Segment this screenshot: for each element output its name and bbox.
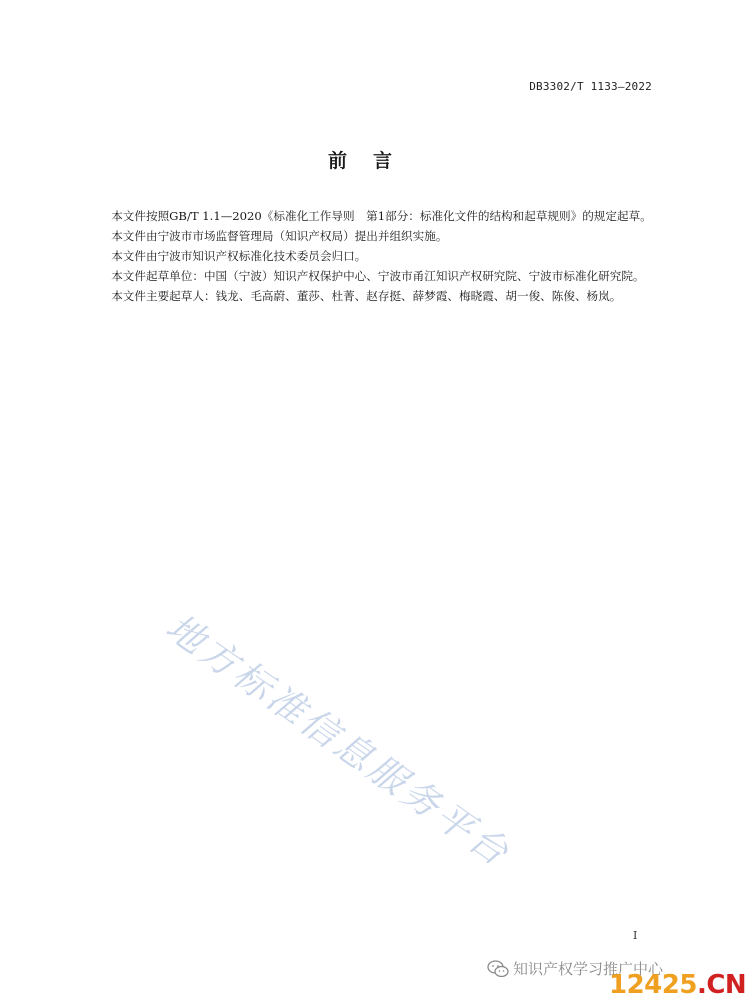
footer-brand-text: 知识产权学习推广中心 bbox=[513, 960, 664, 978]
paragraph-drafters: 本文件主要起草人：钱龙、毛高蔚、董莎、杜菁、赵存挺、薛梦霞、梅晓霞、胡一俊、陈俊、杨岚。 bbox=[111, 289, 622, 303]
paragraph-drafting-rules: 本文件按照GB/T 1.1—2020《标准化工作导则 第1部分：标准化文件的结构和起草规则》的规定起草。 bbox=[111, 209, 652, 223]
document-code: DB3302/T 1133—2022 bbox=[529, 80, 652, 93]
site-logo[interactable] bbox=[609, 972, 746, 998]
watermark: 地方标准信息服务平台 bbox=[158, 605, 519, 876]
page-number: I bbox=[633, 929, 638, 942]
paragraph-drafting-units: 本文件起草单位：中国（宁波）知识产权保护中心、宁波市甬江知识产权研究院、宁波市标准化研究院。 bbox=[111, 269, 645, 283]
wechat-icon bbox=[487, 960, 509, 978]
site-logo-tld: .CN bbox=[696, 970, 746, 1000]
paragraph-committee: 本文件由宁波市知识产权标准化技术委员会归口。 bbox=[111, 249, 367, 263]
site-logo-number: 12425 bbox=[609, 970, 697, 1000]
document-body bbox=[88, 206, 656, 306]
paragraph-proposer: 本文件由宁波市市场监督管理局（知识产权局）提出并组织实施。 bbox=[111, 229, 448, 243]
page-title: 前言 bbox=[327, 150, 418, 172]
